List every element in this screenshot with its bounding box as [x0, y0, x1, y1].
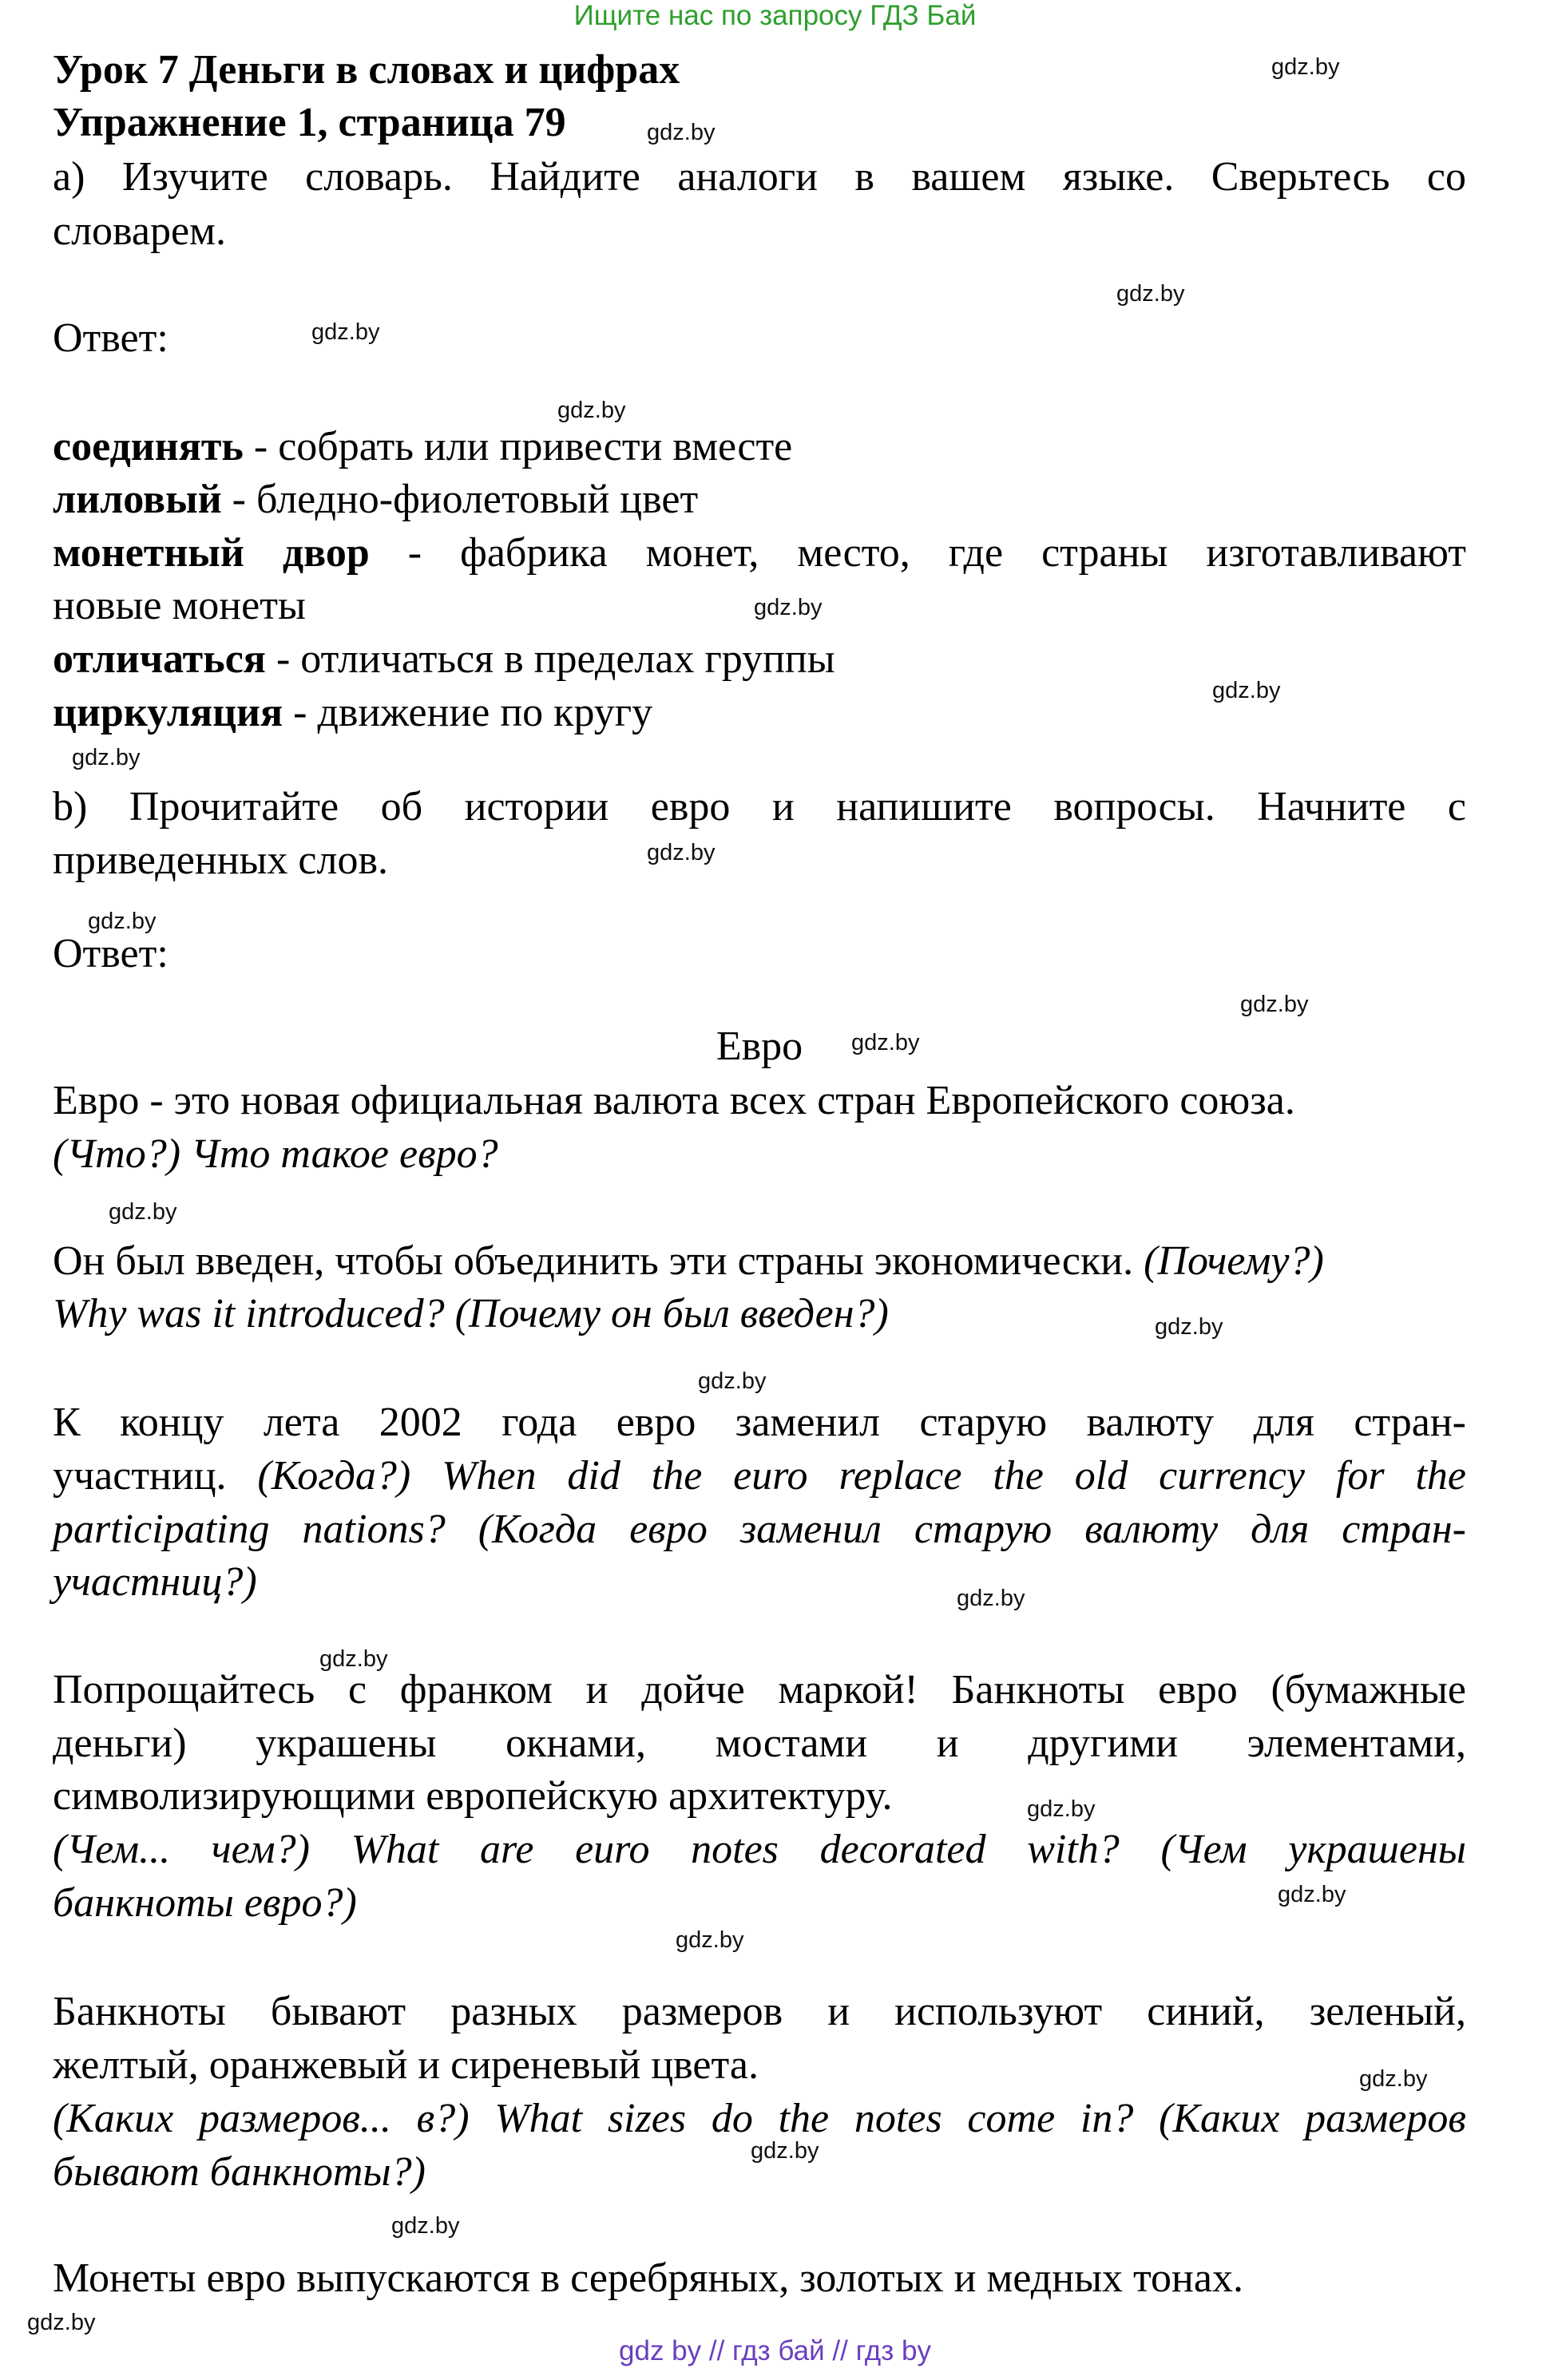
watermark: gdz.by [957, 1586, 1025, 1611]
paragraph-3-question: (Когда?) When did the euro replace the old currency for the [226, 1453, 1466, 1499]
glossary-def: - фабрика монет, место, где страны изготавливают [369, 530, 1466, 576]
paragraph-3-line1: К концу лета 2002 года евро заменил старую валюту для стран- [53, 1400, 1466, 1445]
glossary-term: лиловый [53, 477, 222, 522]
watermark: gdz.by [647, 120, 716, 145]
watermark: gdz.by [1359, 2066, 1428, 2092]
paragraph-2-text: Он был введен, чтобы объединить эти страны экономически. [53, 1238, 1134, 1284]
paragraph-4-line3: символизирующими европейскую архитектуру. [53, 1773, 893, 1819]
glossary-item [53, 474, 1466, 525]
watermark: gdz.by [1278, 1882, 1346, 1907]
paragraph-4-line1: Попрощайтесь с франком и дойче маркой! Банкноты евро (бумажные [53, 1667, 1466, 1713]
answer-label-a: Ответ: [53, 315, 168, 361]
question-4-line1: (Чем... чем?) What are euro notes decorated with? (Чем украшены [53, 1827, 1466, 1872]
watermark: gdz.by [754, 595, 823, 620]
glossary-def-cont: новые монеты [53, 583, 306, 628]
question-2: Why was it introduced? (Почему он был введен?) [53, 1291, 889, 1337]
watermark: gdz.by [109, 1199, 177, 1225]
glossary-item [53, 687, 1466, 739]
exercise-title-row [53, 97, 1466, 149]
question-3-line2: участниц?) [53, 1559, 257, 1605]
watermark: gdz.by [72, 745, 141, 770]
glossary-term: циркуляция [53, 690, 283, 735]
watermark: gdz.by [311, 319, 380, 345]
task-a-line1: а) Изучите словарь. Найдите аналоги в вашем языке. Сверьтесь со [53, 154, 1466, 200]
top-banner[interactable]: Ищите нас по запросу ГДЗ Бай [573, 0, 977, 31]
glossary-item [53, 422, 1466, 473]
watermark: gdz.by [698, 1368, 767, 1394]
question-5-line2: бывают банкноты?) [53, 2149, 426, 2195]
lesson-title: Урок 7 Деньги в словах и цифрах [53, 47, 680, 93]
glossary-term: монетный двор [53, 530, 370, 576]
watermark: gdz.by [1271, 54, 1340, 80]
question-5-line1: (Каких размеров... в?) What sizes do the notes come in? (Каких размеров [53, 2096, 1466, 2141]
watermark: gdz.by [1027, 1796, 1096, 1822]
watermark: gdz.by [851, 1030, 920, 1055]
question-4-line2: банкноты евро?) [53, 1880, 357, 1926]
paragraph-1: Евро - это новая официальная валюта всех стран Европейского союза. [53, 1078, 1295, 1123]
glossary-def: - бледно-фиолетовый цвет [221, 477, 699, 522]
paragraph-2 [53, 1236, 1466, 1287]
watermark: gdz.by [1155, 1314, 1223, 1340]
paragraph-5-line1: Банкноты бывают разных размеров и используют синий, зеленый, [53, 1989, 1466, 2034]
text-title: Евро [716, 1024, 803, 1069]
watermark: gdz.by [1212, 678, 1281, 703]
task-b-line2: приведенных слов. [53, 838, 389, 883]
glossary-term: отличаться [53, 636, 266, 682]
watermark: gdz.by [751, 2138, 819, 2164]
watermark: gdz.by [88, 909, 157, 934]
watermark: gdz.by [1116, 281, 1185, 307]
exercise-title: Упражнение 1, страница 79 [53, 100, 566, 145]
paragraph-4-line2: деньги) украшены окнами, мостами и другими элементами, [53, 1721, 1466, 1766]
watermark: gdz.by [1240, 992, 1309, 1017]
bottom-banner[interactable]: gdz by // гдз бай // гдз by [619, 2335, 931, 2366]
paragraph-6: Монеты евро выпускаются в серебряных, золотых и медных тонах. [53, 2255, 1243, 2301]
paragraph-3-line2 [53, 1451, 1466, 1502]
paragraph-5-line2: желтый, оранжевый и сиреневый цвета. [53, 2042, 759, 2088]
paragraph-3-text: участниц. [53, 1453, 227, 1499]
watermark: gdz.by [391, 2213, 460, 2239]
watermark: gdz.by [319, 1646, 388, 1672]
glossary-def: - отличаться в пределах группы [265, 636, 835, 682]
paragraph-2-question: (Почему?) [1133, 1238, 1324, 1284]
task-b-line1: b) Прочитайте об истории евро и напишите вопросы. Начните с [53, 784, 1466, 830]
glossary-def: - движение по кругу [283, 690, 653, 735]
watermark: gdz.by [557, 398, 626, 423]
watermark: gdz.by [676, 1927, 744, 1953]
watermark: gdz.by [27, 2310, 96, 2335]
task-a-line2: словарем. [53, 208, 226, 254]
watermark: gdz.by [647, 840, 716, 865]
glossary-def: - собрать или привести вместе [243, 424, 793, 469]
glossary-item [53, 528, 1466, 579]
glossary-term: соединять [53, 424, 244, 469]
question-3-line1: participating nations? (Когда евро заменил старую валюту для стран- [53, 1507, 1466, 1552]
question-1: (Что?) Что такое евро? [53, 1131, 498, 1177]
answer-label-b: Ответ: [53, 931, 168, 976]
